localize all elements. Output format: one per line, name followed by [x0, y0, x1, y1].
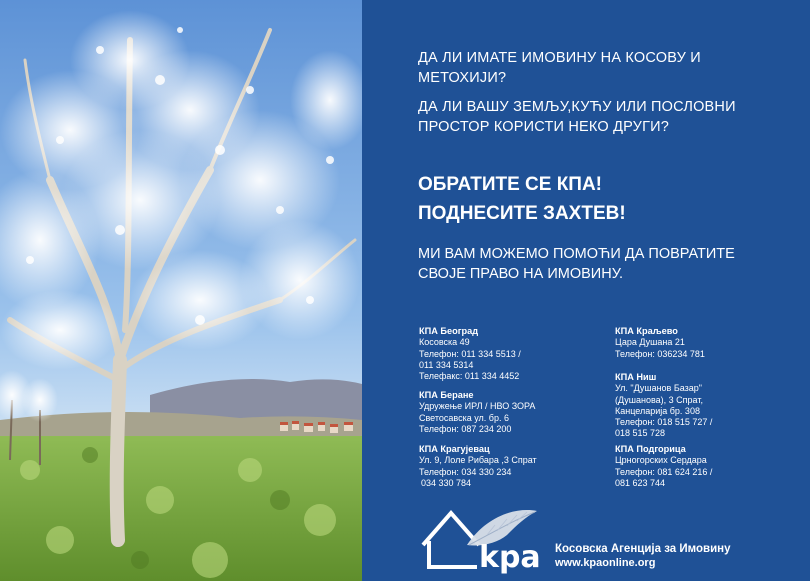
office-address: (Душанова), 3 Спрат, [615, 394, 703, 405]
office-address: Ул. "Душанов Базар" [615, 383, 702, 394]
office-address: Црногорских Сердара [615, 455, 707, 466]
office-beograd [419, 326, 609, 382]
office-phone: Телефон: 087 234 200 [419, 423, 512, 434]
office-address: Косовска 49 [419, 337, 470, 348]
office-phone: Телефон: 081 624 216 / [615, 466, 713, 477]
office-kraljevo [615, 326, 805, 360]
call-to-action [418, 170, 626, 228]
office-name: КПА Ниш [615, 372, 657, 382]
house-feather-icon [417, 505, 557, 575]
help-line-1: МИ ВАМ МОЖЕМО ПОМОЋИ ДА ПОВРАТИТЕ [418, 246, 735, 262]
question-2-line-1: ДА ЛИ ВАШУ ЗЕМЉУ,КУЋУ ИЛИ ПОСЛОВНИ [418, 99, 736, 115]
office-kragujevac [419, 444, 609, 489]
office-name: КПА Подгорица [615, 444, 686, 454]
help-line-2: СВОЈЕ ПРАВО НА ИМОВИНУ. [418, 266, 624, 282]
office-name: КПА Крагујевац [419, 444, 490, 454]
office-phone: 081 623 744 [615, 477, 666, 488]
office-name: КПА Беране [419, 390, 474, 400]
office-berane [419, 390, 609, 435]
agency-website-link[interactable]: www.kpaonline.org [555, 557, 656, 569]
cta-line-2: ПОДНЕСИТЕ ЗАХТЕВ! [418, 203, 626, 224]
office-phone: 018 515 728 [615, 428, 666, 439]
question-2-line-2: ПРОСТОР КОРИСТИ НЕКО ДРУГИ? [418, 119, 670, 135]
office-phone: Телефон: 036234 781 [615, 348, 705, 359]
kpa-logo-text: kpa [479, 540, 541, 575]
info-panel [362, 0, 810, 581]
office-podgorica [615, 444, 805, 489]
agency-name: Косовска Агенција за Имовину [555, 543, 731, 555]
office-name: КПА Краљево [615, 326, 678, 336]
blossom-tree-illustration [0, 0, 362, 581]
office-phone: 011 334 5314 [419, 359, 474, 370]
office-address: Светосавска ул. бр. 6 [419, 412, 509, 423]
office-fax: Телефакс: 011 334 4452 [419, 371, 520, 382]
office-address: Цара Душана 21 [615, 337, 685, 348]
office-phone: 034 330 784 [421, 477, 472, 488]
question-1-line-2: МЕТОХИЈИ? [418, 70, 507, 86]
cta-line-1: ОБРАТИТЕ СЕ КПА! [418, 174, 603, 195]
office-address: Канцеларија бр. 308 [615, 405, 700, 416]
office-phone: Телефон: 034 330 234 [419, 466, 512, 477]
office-address: Удружење ИРЛ / НВО ЗОРА [419, 401, 536, 412]
tree-photo [0, 0, 362, 581]
office-name: КПА Београд [419, 326, 479, 336]
question-1-line-1: ДА ЛИ ИМАТЕ ИМОВИНУ НА КОСОВУ И [418, 50, 701, 66]
question-property-kosovo [418, 48, 701, 88]
question-property-used [418, 97, 736, 137]
office-nis [615, 372, 805, 440]
office-phone: Телефон: 011 334 5513 / [419, 348, 521, 359]
office-phone: Телефон: 018 515 727 / [615, 417, 713, 428]
office-address: Ул. 9, Лоле Рибара ,3 Спрат [419, 455, 537, 466]
help-statement [418, 244, 735, 284]
